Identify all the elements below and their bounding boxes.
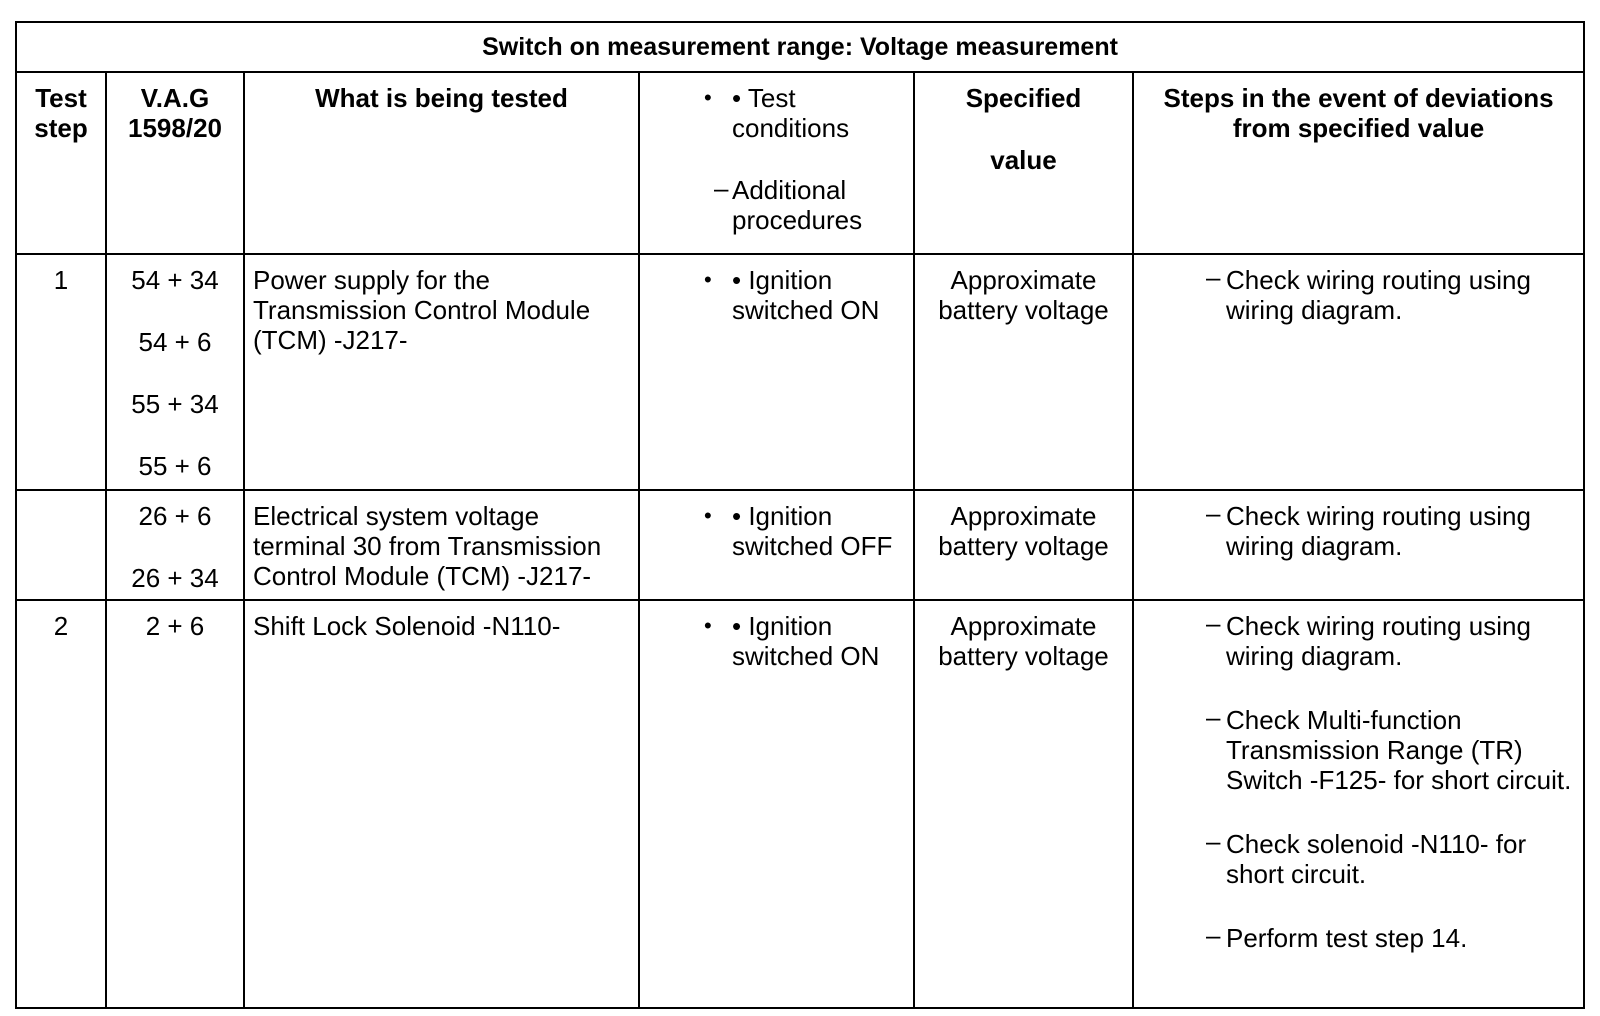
bullet-icon: •	[704, 613, 712, 638]
step-item	[1206, 702, 1573, 795]
header-steps-deviation: Steps in the event of deviations from specified value	[1133, 72, 1584, 254]
step-item	[1206, 920, 1573, 953]
step-item	[1206, 608, 1573, 671]
vag-value: 54 + 34	[131, 265, 219, 295]
cell-vag	[106, 490, 244, 600]
voltage-measurement-sheet	[15, 21, 1583, 1009]
cell-what-tested: Shift Lock Solenoid -N110-	[244, 600, 639, 1008]
table-row	[16, 490, 1584, 600]
condition-text: • Ignition switched OFF	[732, 501, 893, 561]
bullet-icon: •	[704, 85, 712, 110]
voltage-measurement-table	[15, 21, 1585, 1009]
table-title: Switch on measurement range: Voltage measurement	[16, 22, 1584, 72]
dash-icon: –	[1206, 920, 1221, 950]
cell-steps	[1133, 490, 1584, 600]
header-test-step	[16, 72, 106, 254]
cell-what-tested: Electrical system voltage terminal 30 from Transmission Control Module (TCM) -J217-	[244, 490, 639, 600]
header-vag	[106, 72, 244, 254]
cell-steps	[1133, 600, 1584, 1008]
dash-icon: –	[1206, 498, 1221, 528]
vag-value: 2 + 6	[145, 611, 205, 641]
header-cond-2: Additional procedures	[732, 175, 863, 235]
header-what-tested: What is being tested	[244, 72, 639, 254]
step-item	[1206, 262, 1573, 325]
header-cond-2-line	[714, 173, 907, 235]
cell-steps	[1133, 254, 1584, 490]
step-text: Check Multi-function Transmission Range (TR) Switch -F125- for short circuit.	[1226, 705, 1572, 795]
condition-text: • Ignition switched ON	[732, 265, 880, 325]
dash-icon: –	[714, 173, 729, 203]
vag-value: 55 + 34	[131, 389, 219, 419]
step-text: Perform test step 14.	[1226, 923, 1468, 953]
cell-condition	[639, 490, 914, 600]
step-text: Check wiring routing using wiring diagram.	[1226, 501, 1531, 561]
header-spec-line-1: Specified	[965, 83, 1082, 113]
step-text: Check solenoid -N110- for short circuit.	[1226, 829, 1527, 889]
cell-test-step	[16, 490, 106, 600]
step-item	[1206, 826, 1573, 889]
cell-test-step: 1	[16, 254, 106, 490]
table-row	[16, 254, 1584, 490]
header-spec-line-2: value	[990, 145, 1057, 175]
table-row	[16, 600, 1584, 1008]
header-conditions	[639, 72, 914, 254]
dash-icon: –	[1206, 262, 1221, 292]
step-text: Check wiring routing using wiring diagram.	[1226, 611, 1531, 671]
cell-specified-value: Approximate battery voltage	[914, 600, 1133, 1008]
step-text: Check wiring routing using wiring diagram.	[1226, 265, 1531, 325]
cell-vag	[106, 254, 244, 490]
step-item	[1206, 498, 1573, 561]
header-row	[16, 72, 1584, 254]
header-vag-line-2: 1598/20	[128, 113, 222, 143]
bullet-icon: •	[704, 267, 712, 292]
vag-value: 54 + 6	[138, 327, 212, 357]
bullet-icon: •	[704, 503, 712, 528]
header-specified-value	[914, 72, 1133, 254]
vag-value: 55 + 6	[138, 451, 212, 481]
header-test-step-line-2: step	[34, 113, 88, 143]
cell-specified-value: Approximate battery voltage	[914, 254, 1133, 490]
condition-text: • Ignition switched ON	[732, 611, 880, 671]
cell-vag	[106, 600, 244, 1008]
cell-condition	[639, 600, 914, 1008]
header-cond-1: • Test conditions	[732, 83, 850, 143]
cell-test-step: 2	[16, 600, 106, 1008]
cell-specified-value: Approximate battery voltage	[914, 490, 1133, 600]
dash-icon: –	[1206, 826, 1221, 856]
dash-icon: –	[1206, 702, 1221, 732]
cell-what-tested: Power supply for the Transmission Control Module (TCM) -J217-	[244, 254, 639, 490]
header-vag-line-1: V.A.G	[140, 83, 210, 113]
cell-condition	[639, 254, 914, 490]
vag-value: 26 + 34	[131, 563, 219, 593]
header-test-step-line-1: Test	[35, 83, 87, 113]
vag-value: 26 + 6	[138, 501, 212, 531]
dash-icon: –	[1206, 608, 1221, 638]
